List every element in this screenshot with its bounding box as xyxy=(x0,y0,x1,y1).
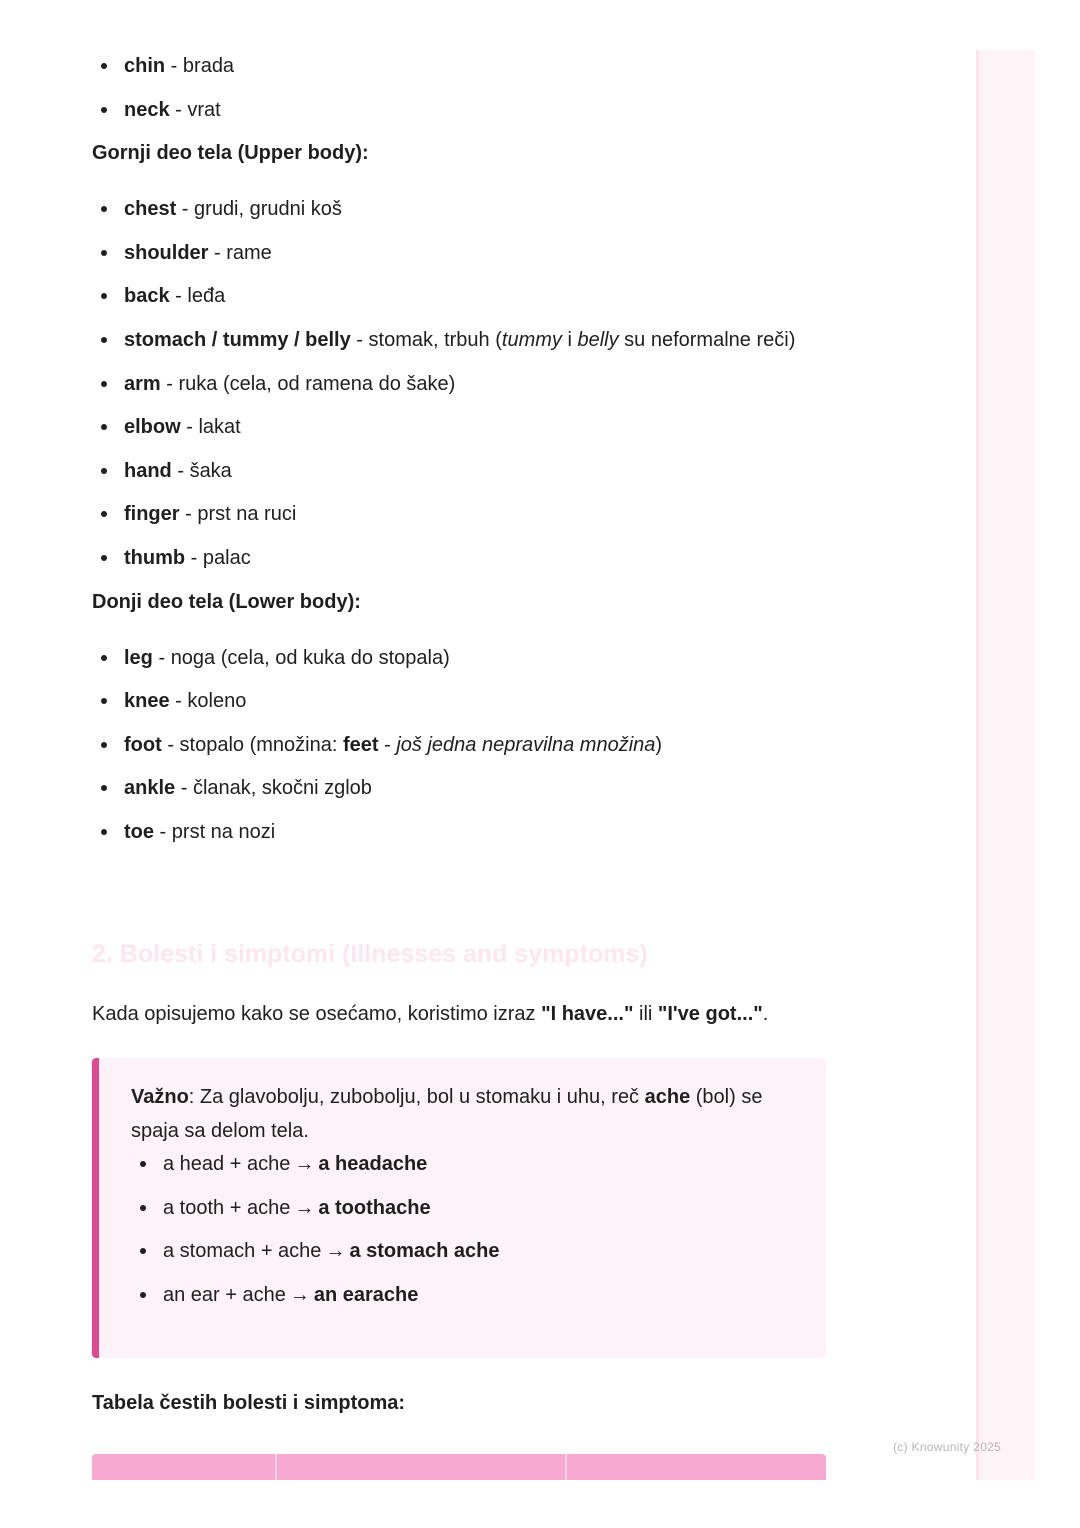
table-header-cell xyxy=(92,1454,275,1480)
callout-text: Važno: Za glavobolju, zubobolju, bol u stomaku i uhu, reč ache (bol) se spaja sa delom tela. xyxy=(131,1086,763,1142)
list-item: stomach / tummy / belly - stomak, trbuh (tummy i belly su neformalne reči) xyxy=(92,324,832,356)
important-callout xyxy=(92,1058,826,1358)
list-item: neck - vrat xyxy=(92,94,832,126)
callout-list xyxy=(131,1148,796,1311)
side-margin-strip xyxy=(976,50,1035,1480)
arrow-right-icon: → xyxy=(289,1283,310,1306)
copyright-footer: (c) Knowunity 2025 xyxy=(893,1440,1002,1454)
list-item: thumb - palac xyxy=(92,542,832,574)
table-heading: Tabela čestih bolesti i simptoma: xyxy=(92,1392,406,1414)
list-item: shoulder - rame xyxy=(92,237,832,269)
table-header-cell xyxy=(565,1454,826,1480)
table-header-row xyxy=(92,1454,826,1480)
lower-body-list xyxy=(92,642,832,848)
list-item: an ear + ache → an earache xyxy=(131,1279,796,1311)
arrow-right-icon: → xyxy=(294,1153,315,1175)
upper-body-heading: Gornji deo tela (Upper body): xyxy=(92,142,369,165)
list-item: chest - grudi, grudni koš xyxy=(92,193,832,225)
list-item: back - leđa xyxy=(92,280,832,312)
list-item: a stomach + ache → a stomach ache xyxy=(131,1235,796,1267)
arrow-right-icon: → xyxy=(325,1240,346,1263)
list-item: chin - brada xyxy=(92,50,832,82)
list-item: toe - prst na nozi xyxy=(92,816,832,848)
list-item: a tooth + ache → a toothache xyxy=(131,1192,796,1224)
list-item: finger - prst na ruci xyxy=(92,498,832,530)
arrow-right-icon: → xyxy=(294,1196,315,1219)
list-item: ankle - članak, skočni zglob xyxy=(92,772,832,804)
section-title: 2. Bolesti i simptomi (Illnesses and symptoms) xyxy=(92,940,648,968)
list-item: leg - noga (cela, od kuka do stopala) xyxy=(92,642,832,674)
list-item: arm - ruka (cela, od ramena do šake) xyxy=(92,368,832,400)
list-item: knee - koleno xyxy=(92,685,832,717)
head-term-list xyxy=(92,50,832,126)
list-item: hand - šaka xyxy=(92,455,832,487)
lower-body-heading: Donji deo tela (Lower body): xyxy=(92,590,361,613)
table-header-cell xyxy=(275,1454,565,1480)
section-intro: Kada opisujemo kako se osećamo, koristimo izraz "I have..." ili "I've got...". xyxy=(92,1003,769,1025)
content-column xyxy=(92,50,832,860)
upper-body-list xyxy=(92,193,832,574)
list-item: elbow - lakat xyxy=(92,411,832,443)
list-item: foot - stopalo (množina: feet - još jedna nepravilna množina) xyxy=(92,729,832,761)
list-item: a head + ache → a headache xyxy=(131,1148,796,1180)
